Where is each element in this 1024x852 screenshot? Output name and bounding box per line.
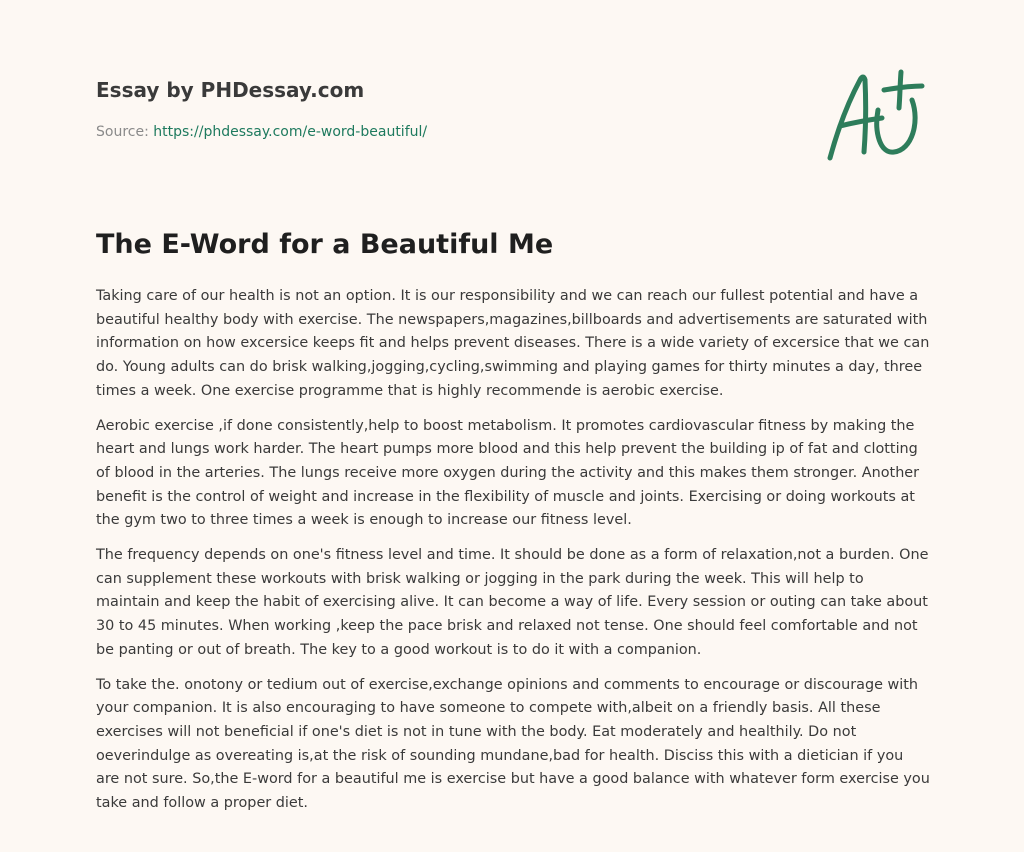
essay-title: The E-Word for a Beautiful Me [96,229,554,260]
essay-body [96,285,931,827]
essay-paragraph: Taking care of our health is not an option. It is our responsibility and we can reach our fullest potential and have a beautiful healthy body with exercise. The newspapers,magazines,billboards and advertisements are saturated with information on how excersice keeps fit and helps prevent diseases. There is a wide variety of excersice that we can do. Young adults can do brisk walking,jogging,cycling,swimming and playing games for thirty minutes a day, three times a week. One exercise programme that is highly recommende is aerobic exercise. [96,288,930,399]
header [96,76,796,142]
a-plus-logo-icon [820,66,930,166]
source-label: Source: [96,124,149,140]
essay-paragraph: The frequency depends on one's fitness level and time. It should be done as a form of relaxation,not a burden. One can supplement these workouts with brisk walking or jogging in the park during the week. This will help to maintain and keep the habit of exercising alive. It can become a way of life. Every session or outing can take about 30 to 45 minutes. When working ,keep the pace brisk and relaxed not tense. One should feel comfortable and not be panting or out of breath. The key to a good workout is to do it with a companion. [96,547,929,658]
essay-paragraph: To take the. onotony or tedium out of exercise,exchange opinions and comments to encourage or discourage with your companion. It is also encouraging to have someone to compete with,albeit on a friendly basis. All these exercises will not beneficial if one's diet is not in tune with the body. Eat moderately and healthily. Do not oeverindulge as overeating is,at the risk of sounding mundane,bad for health. Disciss this with a dietician if you are not sure. So,the E-word for a beautiful me is exercise but have a good balance with whatever form exercise you take and follow a proper diet. [96,676,930,812]
essay-paragraph: Aerobic exercise ,if done consistently,help to boost metabolism. It promotes cardiovascular fitness by making the heart and lungs work harder. The heart pumps more blood and this help prevent the building ip of fat and clotting of blood in the arteries. The lungs receive more oxygen during the activity and this makes them stronger. Another benefit is the control of weight and increase in the flexibility of muscle and joints. Exercising or doing workouts at the gym two to three times a week is enough to increase our fitness level. [96,417,920,529]
site-title: Essay by PHDessay.com [96,78,365,102]
source-line [96,122,796,142]
source-link[interactable]: https://phdessay.com/e-word-beautiful/ [153,124,428,140]
